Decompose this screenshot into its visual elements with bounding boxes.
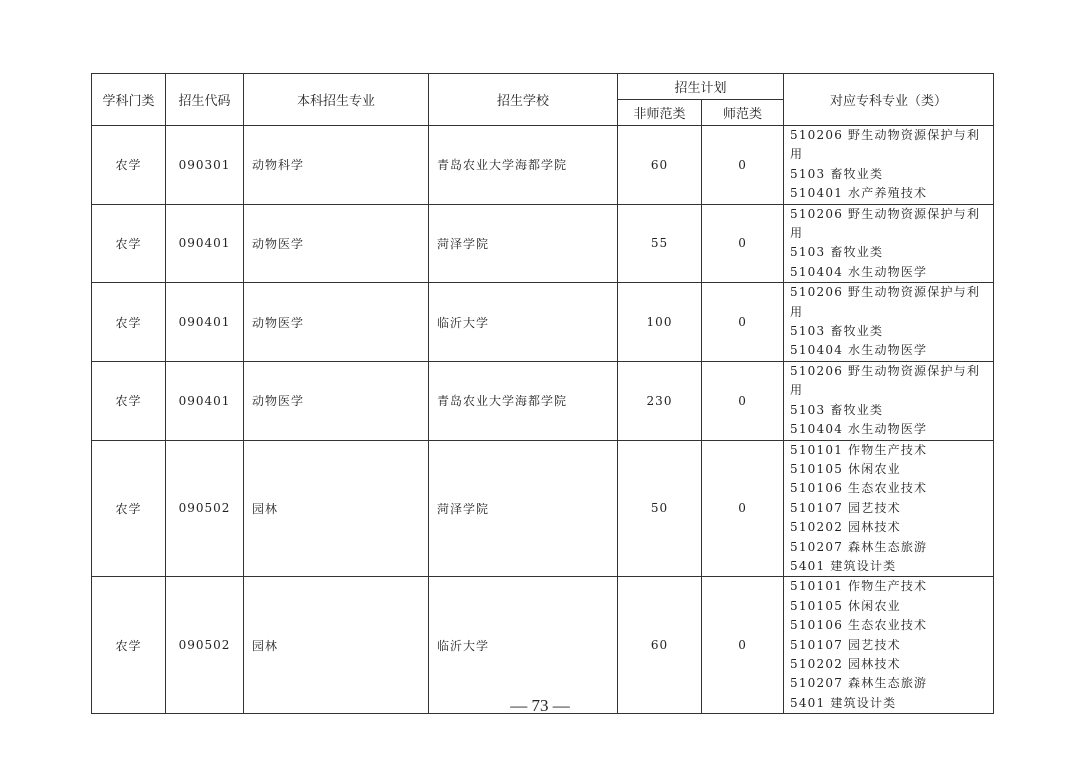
page-number: — 73 — xyxy=(510,696,570,715)
cell-school: 菏泽学院 xyxy=(429,440,618,577)
cell-normal: 0 xyxy=(702,361,784,440)
related-major: 510101 作物生产技术 xyxy=(790,579,928,594)
cell-school: 临沂大学 xyxy=(429,283,618,362)
cell-non-normal: 50 xyxy=(618,440,702,577)
related-major: 5103 畜牧业类 xyxy=(790,402,884,417)
header-code: 招生代码 xyxy=(166,74,244,126)
related-major: 510401 水产养殖技术 xyxy=(790,186,928,201)
header-category: 学科门类 xyxy=(92,74,166,126)
cell-school: 菏泽学院 xyxy=(429,204,618,283)
cell-major: 园林 xyxy=(244,440,429,577)
related-major: 510202 园林技术 xyxy=(790,656,901,671)
table-row xyxy=(92,126,994,205)
cell-normal: 0 xyxy=(702,440,784,577)
cell-category: 农学 xyxy=(92,577,166,714)
cell-related xyxy=(784,361,994,440)
cell-normal: 0 xyxy=(702,204,784,283)
cell-code: 090502 xyxy=(166,440,244,577)
cell-category: 农学 xyxy=(92,361,166,440)
cell-code: 090401 xyxy=(166,283,244,362)
cell-category: 农学 xyxy=(92,204,166,283)
related-major: 510206 野生动物资源保护与利用 xyxy=(790,363,981,398)
cell-related xyxy=(784,440,994,577)
related-major: 510206 野生动物资源保护与利用 xyxy=(790,285,981,319)
cell-normal: 0 xyxy=(702,283,784,362)
related-major: 510206 野生动物资源保护与利用 xyxy=(790,206,981,241)
cell-code: 090401 xyxy=(166,204,244,283)
related-major: 510206 野生动物资源保护与利用 xyxy=(790,128,981,162)
header-plan: 招生计划 xyxy=(618,74,784,100)
cell-major: 动物科学 xyxy=(244,126,429,205)
table-row xyxy=(92,283,994,362)
table-row xyxy=(92,361,994,440)
cell-code: 090401 xyxy=(166,361,244,440)
related-major: 510404 水生动物医学 xyxy=(790,343,928,358)
cell-related xyxy=(784,577,994,714)
related-major: 5103 畜牧业类 xyxy=(790,324,884,339)
related-major: 510107 园艺技术 xyxy=(790,637,901,652)
cell-school: 青岛农业大学海都学院 xyxy=(429,361,618,440)
table-row xyxy=(92,577,994,714)
cell-school: 青岛农业大学海都学院 xyxy=(429,126,618,205)
cell-major: 园林 xyxy=(244,577,429,714)
header-major: 本科招生专业 xyxy=(244,74,429,126)
header-normal: 师范类 xyxy=(702,100,784,126)
related-major: 5103 畜牧业类 xyxy=(790,245,884,260)
related-major: 510404 水生动物医学 xyxy=(790,422,928,437)
cell-non-normal: 60 xyxy=(618,126,702,205)
cell-major: 动物医学 xyxy=(244,204,429,283)
related-major: 5401 建筑设计类 xyxy=(790,695,897,710)
related-major: 510404 水生动物医学 xyxy=(790,264,928,279)
related-major: 510106 生态农业技术 xyxy=(790,481,928,496)
related-major: 510207 森林生态旅游 xyxy=(790,676,928,691)
cell-major: 动物医学 xyxy=(244,361,429,440)
cell-related xyxy=(784,283,994,362)
related-major: 510106 生态农业技术 xyxy=(790,618,928,633)
header-non-normal: 非师范类 xyxy=(618,100,702,126)
related-major: 5103 畜牧业类 xyxy=(790,166,884,181)
cell-non-normal: 55 xyxy=(618,204,702,283)
table-row xyxy=(92,440,994,577)
cell-related xyxy=(784,204,994,283)
related-major: 510202 园林技术 xyxy=(790,520,901,535)
cell-related xyxy=(784,126,994,205)
related-major: 510107 园艺技术 xyxy=(790,500,901,515)
cell-code: 090301 xyxy=(166,126,244,205)
cell-major: 动物医学 xyxy=(244,283,429,362)
cell-school: 临沂大学 xyxy=(429,577,618,714)
related-major: 510207 森林生态旅游 xyxy=(790,539,928,554)
related-major: 510101 作物生产技术 xyxy=(790,442,928,457)
cell-category: 农学 xyxy=(92,283,166,362)
related-major: 510105 休闲农业 xyxy=(790,598,901,613)
table-row xyxy=(92,204,994,283)
cell-category: 农学 xyxy=(92,440,166,577)
cell-normal: 0 xyxy=(702,126,784,205)
cell-code: 090502 xyxy=(166,577,244,714)
cell-category: 农学 xyxy=(92,126,166,205)
cell-non-normal: 60 xyxy=(618,577,702,714)
cell-normal: 0 xyxy=(702,577,784,714)
cell-non-normal: 100 xyxy=(618,283,702,362)
cell-non-normal: 230 xyxy=(618,361,702,440)
related-major: 5401 建筑设计类 xyxy=(790,558,897,573)
header-school: 招生学校 xyxy=(429,74,618,126)
related-major: 510105 休闲农业 xyxy=(790,461,901,476)
enrollment-table xyxy=(91,73,994,714)
header-related: 对应专科专业（类） xyxy=(784,74,994,126)
